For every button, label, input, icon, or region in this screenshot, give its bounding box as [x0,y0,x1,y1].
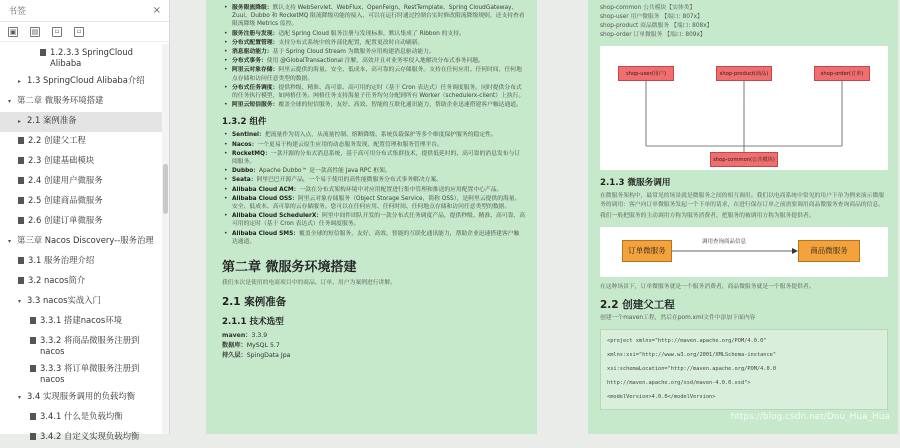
list-item [222,39,525,47]
toc-item[interactable] [0,312,162,332]
tech-key: 持久层： [222,351,247,359]
bookmark-add-icon[interactable]: ⌑ [52,27,62,37]
section-heading-2-1: 2.1 案例准备 [222,295,287,308]
chevron-down-icon[interactable]: ▾ [18,394,22,401]
tech-key: 数据库： [222,341,247,349]
toc-item-label: 第二章 微服务环境搭建 [17,95,104,105]
list-item-term: 阿里云短信服务： [232,102,279,109]
bookmark-icon [40,49,46,56]
tech-value: MySQL 5.7 [246,341,280,349]
toc-item[interactable] [0,44,162,72]
chevron-down-icon[interactable]: ▾ [8,98,12,105]
list-item-text: 阿里巴巴开源产品，一个易于使用的高性能微服务分布式事务解决方案。 [256,177,443,184]
list-item-text: 阿里云对象存储服务（Object Storage Service，简称 OSS），是阿里云提供的海量、安全、低成本、高可靠的云存储服务。您可以在任何应用、任何时间、任何地点存储和访问任意类型的数据。 [232,195,521,211]
bookmark-icon [18,277,24,284]
tech-line [222,331,525,341]
shop-common-node: shop-common(公共模块) [710,152,778,167]
toc-item-label: 1.3 SpringCloud Alibaba介绍 [27,75,145,85]
call-label: 调用查询商品信息 [702,238,747,245]
list-item-text: 默认支持 WebServlet、WebFlux、OpenFeign、RestTemplate、Spring CloudGateway、Zuul、Dubbo 和 RocketMQ 限流降级功能的接入，可以在运行时通过控制台实时修改限流降级规则，还支持查看限流降级 Metrics 监控。 [232,5,525,28]
sidebar-toolbar [0,22,169,42]
toc-item[interactable] [0,192,162,212]
order-service-box: 订单微服务 [622,240,672,262]
scrollbar-thumb[interactable] [163,164,168,214]
sidebar-header [0,0,169,22]
toc-item-label: 2.4 创建用户微服务 [28,175,103,185]
chevron-right-icon[interactable]: ▸ [18,78,22,85]
code-line: http://maven.apache.org/xsd/maven-4.0.0.xsd"> [607,380,751,387]
list-item [222,167,525,175]
toc-item[interactable] [0,212,162,232]
list-item-term: 阿里云对象存储： [232,67,279,74]
list-item-term: 服务限流降级： [232,5,273,11]
list-item [222,176,525,184]
bookmark-icon [30,365,36,372]
list-item-text: Apache Dubbo™ 是一款高性能 Java RPC 框架。 [259,168,391,175]
collapse-all-icon[interactable]: ▤ [31,27,39,36]
list-item-text: 阿里中间件团队开发的一款分布式任务调度产品，提供秒级、精准、高可靠、高可用的定时（基于 Cron 表达式）任务调度服务。 [232,213,526,228]
list-item-term: Alibaba Cloud SchedulerX： [232,213,323,220]
toc-item-label: 3.4.1 什么是负载均衡 [40,411,123,421]
call-diagram [600,227,888,277]
toc-item-label: 2.3 创建基础模块 [28,155,95,165]
list-item-term: 分布式配置管理： [232,39,279,46]
tech-value: SpingData Jpa [246,351,291,359]
toc-item-label: 第三章 Nacos Discovery--服务治理 [17,235,154,245]
tech-key: maven： [222,331,252,339]
toc-item[interactable] [0,172,162,192]
bookmark-icon [18,157,24,164]
list-item-text: 使用 @GlobalTransactional 注解，高效并且对业务零侵入地解决分布式事务问题。 [266,58,484,65]
list-item-term: Alibaba Cloud SMS： [232,230,300,237]
toc-item[interactable] [0,360,162,388]
module-line: shop-common 公共模块【实体类】 [600,5,696,11]
code-line: <project xmlns="http://maven.apache.org/POM/4.0.0" [607,337,767,344]
list-item [222,186,525,194]
toc-item[interactable] [0,152,162,172]
list-item-text: 阿里云提供的海量、安全、低成本、高可靠的云存储服务。支持在任何应用、任何时间、任何地点存储和访问任意类型的数据。 [232,67,522,82]
toc-item-label: 3.3 nacos实战入门 [27,295,102,305]
toc-item[interactable] [0,272,162,292]
list-item [222,195,525,211]
list-item-term: 分布式事务： [232,58,267,65]
list-item-term: Dubbo： [232,168,260,175]
bookmark-icon [30,413,36,420]
tech-line [222,351,525,361]
document-page-right [588,0,898,434]
chevron-down-icon[interactable]: ▾ [18,298,22,305]
bookmark-sidebar [0,0,170,441]
section-heading-1-3-2: 1.3.2 组件 [222,117,267,128]
chapter-intro: 我们本次是使用的电商项目中的商品、订单、用户为案例进行讲解。 [222,280,396,287]
list-item-term: RocketMQ： [232,150,271,157]
list-item-text: 覆盖全球的短信服务，友好、高效、智能的互联化通讯能力，帮助企业迅速搭建客户触达通道。 [232,230,520,245]
module-list [600,4,888,40]
bookmark-icon [18,137,24,144]
list-item [222,212,525,228]
list-item-text: 一款开源的分布式消息系统，基于高可用分布式集群技术，提供低延时的、高可靠的消息发布与订阅服务。 [232,150,521,166]
toc-item[interactable] [0,252,162,272]
paragraph-microservice-call: 在微服务架构中，最常见的场景就是微服务之间的相互调用。我们以电商系统中常见的用户下单为例来演示微服务的调用：客户向订单微服务发起一个下单的请求，在进行保存订单之前需要调用商品微服务查询商品的信息。 [600,193,885,208]
section-heading-2-1-1: 2.1.1 技术选型 [222,316,284,327]
bookmark-icon[interactable]: ⌑ [74,27,84,37]
list-item-text: 把流量作为切入点，从流量控制、熔断降级、系统负载保护等多个维度保护服务的稳定性。 [264,132,497,139]
list-item [222,57,525,65]
module-line: shop-user 用户微服务 【端口: 807x】 [600,14,703,20]
toc-item[interactable] [0,92,162,112]
toc-item-label: 2.2 创建父工程 [28,135,86,145]
toc-item[interactable] [0,112,162,132]
list-item [222,141,525,149]
toc-item[interactable] [0,132,162,152]
module-line: shop-product 商品微服务 【端口: 808x】 [600,23,713,29]
toc-list [0,44,162,441]
tech-line [222,341,525,351]
toc-item-label: 3.2 nacos简介 [28,275,86,285]
document-page-left [206,0,537,434]
toc-item-label: 3.1 服务治理介绍 [28,255,95,265]
list-item [222,230,525,246]
list-item-term: Sentinel： [232,132,265,139]
bookmark-icon [18,217,24,224]
module-line: shop-order 订单微服务 【端口: 809x】 [600,32,706,38]
bookmark-icon [18,257,24,264]
list-item-term: Nacos： [232,141,258,148]
sidebar-scrollbar[interactable] [162,44,169,434]
toc-item[interactable] [0,72,162,92]
toc-item-label: 3.4 实现服务调用的负载均衡 [27,391,136,401]
bookmark-icon [18,197,24,204]
list-item [222,48,525,56]
bookmark-icon [30,337,36,344]
paragraph-create-parent: 创建一个maven工程，然后在pom.xml文件中添加下面内容 [600,315,756,321]
sidebar-title: 书签 [8,7,27,17]
list-item-term: 分布式任务调度： [232,84,279,91]
toc-item-label: 1.2.3.3 SpringCloud Alibaba [50,47,133,68]
bookmark-icon [30,317,36,324]
list-item [222,84,525,100]
toc-item-label: 2.5 创建商品微服务 [28,195,103,205]
toc-item-label: 3.4.2 自定义实现负载均衡 [40,431,140,441]
list-item-text: 覆盖全球的短信服务，友好、高效、智能的互联化通讯能力，帮助企业迅速搭建客户触达通道。 [278,102,522,109]
list-item [222,4,525,29]
toc-item-label: 2.1 案例准备 [27,115,77,125]
toc-item[interactable] [0,332,162,360]
list-item-text: 一个更易于构建云原生应用的动态服务发现、配置管理和服务管理平台。 [257,141,443,148]
list-item-term: Alibaba Cloud ACM： [232,186,300,193]
list-item [222,66,525,82]
code-line: <modelVersion>4.0.0</modelVersion> [607,394,716,401]
code-line: xsi:schemaLocation="http://maven.apache.org/POM/4.0.0 [607,365,777,372]
list-item-term: Seata： [232,177,257,184]
toc-item[interactable] [0,388,162,408]
list-item-text: 基于 Spring Cloud Stream 为微服务应用构建消息驱动能力。 [272,49,435,56]
chapter-title-2: 第二章 微服务环境搭建 [222,260,357,276]
toc-item[interactable] [0,408,162,428]
list-item-text: 提供秒级、精准、高可靠、高可用的定时（基于 Cron 表达式）任务调度服务。同时提供分布式的任务执行模型，如网格任务。网格任务支持海量子任务均匀分配到所有 Worker（schedulerx-client）上执行。 [232,84,525,100]
component-list [222,131,525,246]
bookmark-icon [30,433,36,440]
list-item [222,30,525,38]
shop-order-node: shop-order(订单) [814,66,870,81]
bookmark-icon [18,177,24,184]
section-heading-2-1-3: 2.1.3 微服务调用 [600,178,671,188]
list-item-text: 支持分布式系统中的外部化配置，配置更改时自动刷新。 [278,39,424,46]
list-item [222,101,525,109]
product-service-box: 商品微服务 [798,240,860,262]
list-item-text: 适配 Spring Cloud 服务注册与发现标准，默认集成了 Ribbon 的支持。 [278,30,465,37]
toc-item-label: 3.3.1 搭建nacos环境 [40,315,123,325]
toc-item-label: 3.3.2 将商品微服务注册到nacos [40,335,140,356]
code-block-pom [600,329,888,410]
paragraph-scenario: 在这种场景下，订单微服务就是一个服务消费者，商品微服务就是一个服务提供者。 [600,283,815,290]
tech-stack-list [222,331,525,361]
toc-item[interactable] [0,232,162,252]
list-item-term: Alibaba Cloud OSS： [232,195,298,202]
chevron-right-icon[interactable]: ▸ [18,118,22,125]
code-line: xmlns:xsi="http://www.w3.org/2001/XMLSchema-instance" [607,351,777,358]
list-item [222,150,525,166]
watermark: https://blog.csdn.net/Dou_Hua_Hua [730,412,890,422]
list-item-text: 一款在分布式架构环境中对应用配置进行集中管理和推送的应用配置中心产品。 [299,186,503,193]
list-item [222,131,525,139]
expand-all-icon[interactable]: ▣ [9,27,17,36]
list-item-term: 消息驱动能力： [232,49,273,56]
section-heading-2-2: 2.2 创建父工程 [600,299,675,311]
module-diagram [600,46,888,170]
shop-product-node: shop-product(商品) [716,66,772,81]
toc-item-label: 3.3.3 将订单微服务注册到nacos [40,363,140,384]
close-icon[interactable]: × [152,5,161,16]
chevron-down-icon[interactable]: ▾ [8,238,12,245]
paragraph-consumer-provider: 我们一般把服务的主动调用方称为服务消费者，把服务的被调用方称为服务提供者。 [600,213,815,219]
toc-item-label: 2.6 创建订单微服务 [28,215,103,225]
toc-item[interactable] [0,292,162,312]
tech-value: 3.3.9 [251,331,268,339]
shop-user-node: shop-user(用户) [618,66,674,81]
toc-item[interactable] [0,428,162,448]
feature-list [222,4,525,109]
list-item-term: 服务注册与发现： [232,30,279,37]
